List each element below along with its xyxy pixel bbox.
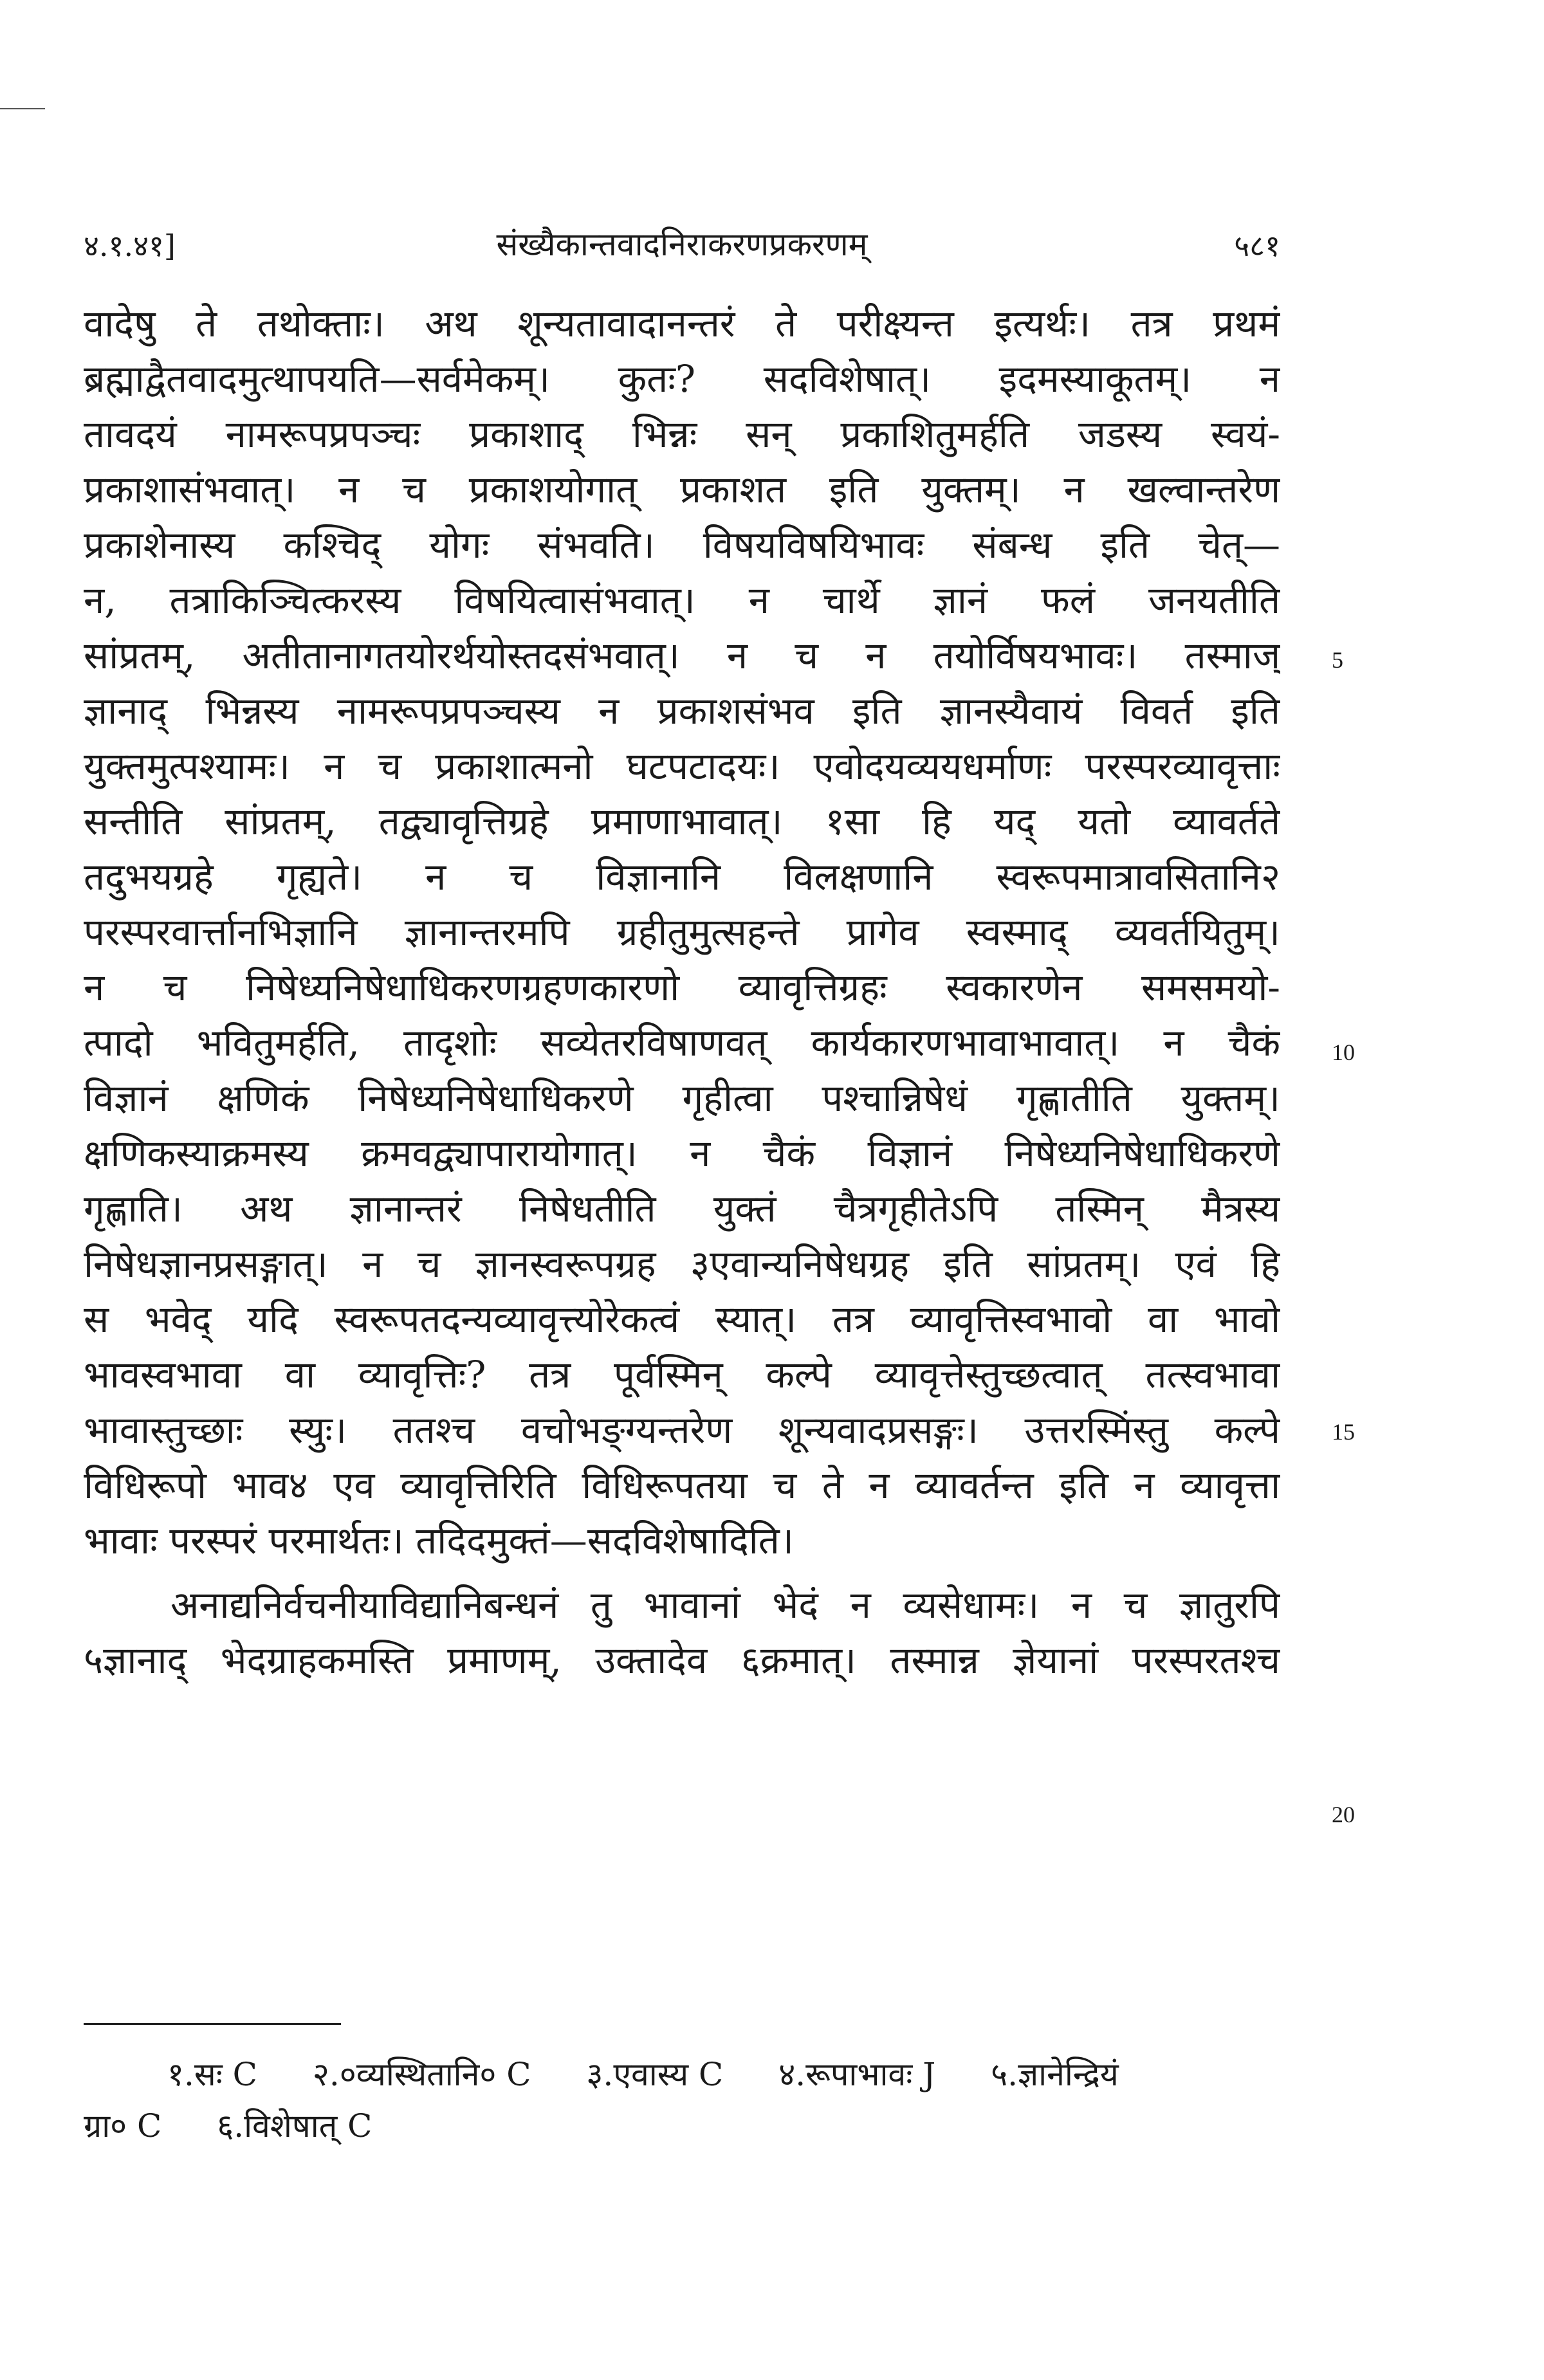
- text-line: स भवेद् यदि स्वरूपतदन्यव्यावृत्त्योरेकत्वं स्यात्। तत्र व्यावृत्तिस्वभावो वा भावो: [84, 1297, 1280, 1341]
- text-line: भावास्तुच्छाः स्युः। ततश्च वचोभङ्ग्यन्तरेण शून्यवादप्रसङ्गः। उत्तरस्मिंस्तु कल्पे: [84, 1408, 1280, 1452]
- text-line: निषेधज्ञानप्रसङ्गात्। न च ज्ञानस्वरूपग्रह ३एवान्यनिषेधग्रह इति सांप्रतम्। एवं हि: [84, 1242, 1280, 1286]
- footnote-row: [84, 2049, 1280, 2100]
- footnote-row: [84, 2100, 1280, 2152]
- text-line: ब्रह्माद्वैतवादमुत्थापयति—सर्वमेकम्। कुतः? सदविशेषात्। इदमस्याकूतम्। न: [84, 357, 1280, 401]
- text-line: भावस्वभावा वा व्यावृत्तिः? तत्र पूर्वस्मिन् कल्पे व्यावृत्तेस्तुच्छत्वात् तत्स्वभावा: [84, 1353, 1280, 1396]
- text-line: परस्परवार्त्तानभिज्ञानि ज्ञानान्तरमपि ग्रहीतुमुत्सहन्ते प्रागेव स्वस्माद् व्यवर्तयितुम्।: [84, 910, 1280, 954]
- text-line: त्पादो भवितुमर्हति, तादृशोः सव्येतरविषाणवत् कार्यकारणभावाभावात्। न चैकं: [84, 1021, 1280, 1065]
- text-line: न च निषेध्यनिषेधाधिकरणग्रहणकारणो व्यावृत्तिग्रहः स्वकारणेन समसमयो-: [84, 966, 1280, 1009]
- chapter-title: संख्यैकान्तवादनिराकरणप्रकरणम्: [496, 226, 868, 263]
- footnote: ४.रूपाभावः J: [778, 2056, 936, 2093]
- footnote: ग्रा० C: [84, 2107, 162, 2145]
- text-line: गृह्णाति। अथ ज्ञानान्तरं निषेधतीति युक्तं चैत्रगृहीतेऽपि तस्मिन् मैत्रस्य: [84, 1187, 1280, 1231]
- footnote: ५.ज्ञानेन्द्रियं: [991, 2056, 1119, 2093]
- text-line: ५ज्ञानाद् भेदग्राहकमस्ति प्रमाणम्, उक्तादेव ६क्रमात्। तस्मान्न ज्ञेयानां परस्परतश्च: [84, 1638, 1280, 1682]
- footnote: २.०व्यस्थितानि० C: [312, 2056, 531, 2093]
- section-number: ४.१.४१]: [84, 228, 176, 263]
- text-line: तदुभयग्रहे गृह्यते। न च विज्ञानानि विलक्षणानि स्वरूपमात्रावसितानि२: [84, 855, 1280, 899]
- scan-edge-mark: [0, 108, 45, 109]
- running-head: [84, 212, 1280, 264]
- text-line: प्रकाशासंभवात्। न च प्रकाशयोगात् प्रकाशत इति युक्तम्। न खल्वान्तरेण: [84, 468, 1280, 511]
- text-line: सन्तीति सांप्रतम्, तद्व्यावृत्तिग्रहे प्रमाणाभावात्। १सा हि यद् यतो व्यावर्तते: [84, 800, 1280, 843]
- text-line: अनाद्यनिर्वचनीयाविद्यानिबन्धनं तु भावानां भेदं न व्यसेधामः। न च ज्ञातुरपि: [170, 1583, 1280, 1627]
- text-line: ज्ञानाद् भिन्नस्य नामरूपप्रपञ्चस्य न प्रकाशसंभव इति ज्ञानस्यैवायं विवर्त इति: [84, 689, 1280, 733]
- line-number: 20: [1332, 1802, 1355, 1827]
- footnote: १.सः C: [167, 2056, 257, 2093]
- line-number: 15: [1332, 1419, 1355, 1445]
- main-text: [84, 296, 1280, 1688]
- text-line: सांप्रतम्, अतीतानागतयोरर्थयोस्तदसंभवात्। न च न तयोर्विषयभावः। तस्माज्: [84, 634, 1280, 677]
- line-number: 10: [1332, 1039, 1355, 1065]
- footnote-rule: [84, 2023, 341, 2025]
- page-number: ५८१: [1234, 228, 1280, 263]
- text-line: विज्ञानं क्षणिकं निषेध्यनिषेधाधिकरणे गृहीत्वा पश्चान्निषेधं गृह्णातीति युक्तम्।: [84, 1076, 1280, 1120]
- text-line: प्रकाशेनास्य कश्चिद् योगः संभवति। विषयविषयिभावः संबन्ध इति चेत्—: [84, 523, 1280, 567]
- text-line: वादेषु ते तथोक्ताः। अथ शून्यतावादानन्तरं ते परीक्ष्यन्त इत्यर्थः। तत्र प्रथमं: [84, 302, 1280, 345]
- text-line: तावदयं नामरूपप्रपञ्चः प्रकाशाद् भिन्नः सन् प्रकाशितुमर्हति जडस्य स्वयं-: [84, 412, 1280, 456]
- text-line: क्षणिकस्याक्रमस्य क्रमवद्व्यापारायोगात्। न चैकं विज्ञानं निषेध्यनिषेधाधिकरणे: [84, 1131, 1280, 1175]
- text-line: न, तत्राकिञ्चित्करस्य विषयित्वासंभवात्। न चार्थे ज्ञानं फलं जनयतीति: [84, 578, 1280, 622]
- footnotes: [84, 2049, 1280, 2152]
- line-number-margin: [1332, 0, 1396, 2380]
- text-line: विधिरूपो भाव४ एव व्यावृत्तिरिति विधिरूपतया च ते न व्यावर्तन्त इति न व्यावृत्ता: [84, 1463, 1280, 1507]
- line-number: 5: [1332, 647, 1343, 673]
- text-line: युक्तमुत्पश्यामः। न च प्रकाशात्मनो घटपटादयः। एवोदयव्ययधर्माणः परस्परव्यावृत्ताः: [84, 744, 1280, 788]
- text-line: भावाः परस्परं परमार्थतः। तदिदमुक्तं—सदविशेषादिति।: [84, 1519, 794, 1562]
- footnote: ३.एवास्य C: [586, 2056, 724, 2093]
- footnote: ६.विशेषात् C: [217, 2107, 372, 2145]
